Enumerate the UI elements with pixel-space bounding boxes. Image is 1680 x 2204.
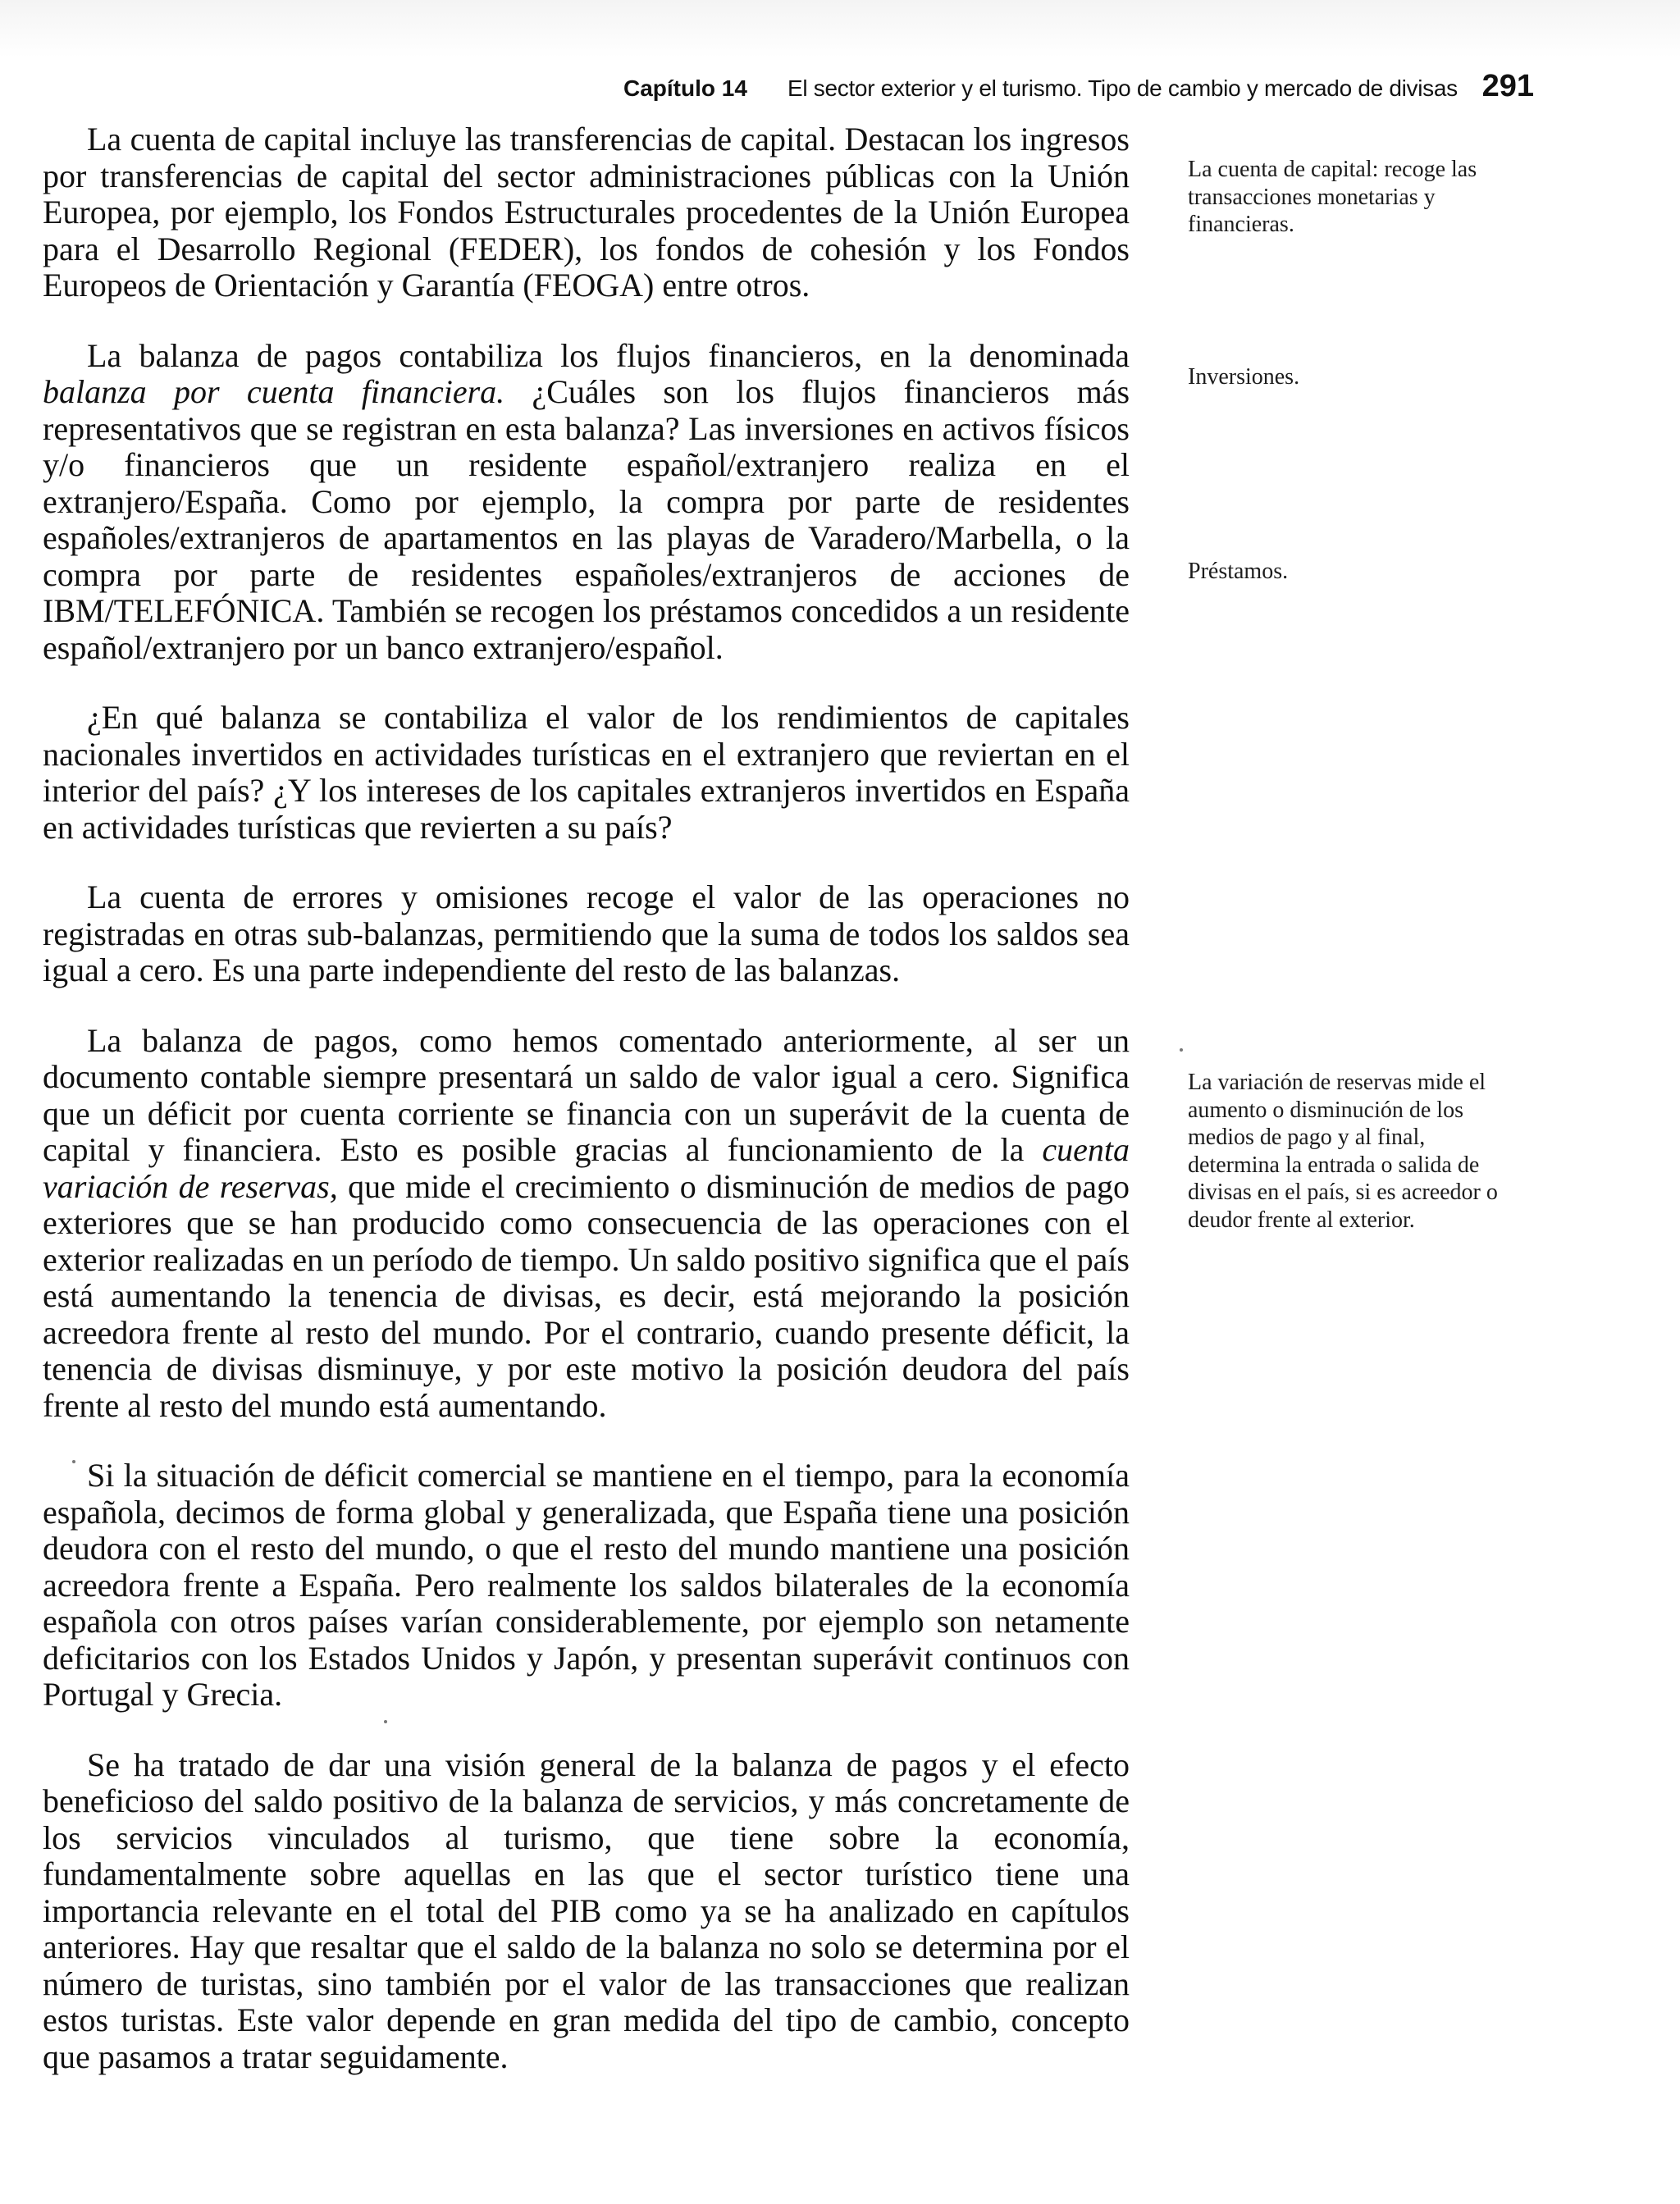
paragraph-question: ¿En qué balanza se contabiliza el valor de los rendimientos de capitales nacionales invertidos en actividades turísticas en el extranjero que reviertan en el interior del país? ¿Y los intereses de los capitales extranjeros invertidos en España en actividades turísticas que revierten a su país? (43, 699, 1130, 846)
paragraph-reserves (43, 1023, 1130, 1425)
page-edge-shadow (0, 0, 1680, 57)
margin-note-investments: Inversiones. (1188, 364, 1300, 390)
paragraph-text: ¿Cuáles son los flujos financieros más representativos que se registran en esta balanza? Las inversiones en activos físicos y/o financieros que un residente español/extranjero realiza en el extranjero/España. Como por ejemplo, la compra por parte de residentes españoles/extranjeros de apartamentos en las playas de Varadero/Marbella, o la compra por parte de residentes españoles/extranjeros de acciones de IBM/TELEFÓNICA. También se recogen los préstamos concedidos a un residente español/extranjero por un banco extranjero/español. (43, 373, 1130, 666)
paragraph-errors-omissions: La cuenta de errores y omisiones recoge el valor de las operaciones no registradas en otras sub-balanzas, permitiendo que la suma de todos los saldos sea igual a cero. Es una parte independiente del resto de las balanzas. (43, 878, 1130, 988)
scan-speck (1180, 1048, 1183, 1052)
page-number: 291 (1481, 69, 1534, 103)
paragraph-overview: Se ha tratado de dar una visión general de la balanza de pagos y el efecto beneficioso del saldo positivo de la balanza de servicios, y más concretamente de los servicios vinculados al turismo, que tiene sobre la economía, fundamentalmente sobre aquellas en las que el sector turístico tiene una importancia relevante en el total del PIB como ya se ha analizado en capítulos anteriores. Hay que resaltar que el saldo de la balanza no solo se determina por el número de turistas, sino también por el valor de las transacciones que realizan estos turistas. Este valor depende en gran medida del tipo de cambio, concepto que pasamos a tratar seguidamente. (43, 1745, 1130, 2075)
paragraph-text: La balanza de pagos contabiliza los flujos financieros, en la denominada (87, 336, 1130, 374)
paragraph-trade-deficit: Si la situación de déficit comercial se mantiene en el tiempo, para la economía española, decimos de forma global y generalizada, que España tiene una posición deudora con el resto del mundo, o que el resto del mundo mantiene una posición acreedora frente a España. Pero realmente los saldos bilaterales de la economía española con otros países varían considerablemente, por ejemplo son netamente deficitarios con los Estados Unidos y Japón, y presentan superávit continuos con Portugal y Grecia. (43, 1457, 1130, 1713)
paragraph-text: que mide el crecimiento o disminución de medios de pago exteriores que se han producido como consecuencia de las operaciones con el exterior realizadas en un período de tiempo. Un saldo positivo significa que el país está aumentando la tenencia de divisas, es decir, está mejorando la posición acreedora frente al resto del mundo. Por el contrario, cuando presente déficit, la tenencia de divisas disminuye, y por este motivo la posición deudora del país frente al resto del mundo está aumentando. (43, 1167, 1130, 1424)
chapter-title: El sector exterior y el turismo. Tipo de cambio y mercado de divisas (788, 75, 1458, 101)
scan-speck (384, 1720, 387, 1723)
chapter-label: Capítulo 14 (623, 75, 747, 101)
margin-note-reserves: La variación de reservas mide el aumento o disminución de los medios de pago y al final, determina la entrada o salida de divisas en el país, si es acreedor o deudor frente al exterior. (1188, 1070, 1498, 1233)
scan-speck (72, 1460, 75, 1463)
emphasis-term: cuenta variación de reservas, (43, 1131, 1130, 1205)
paragraph-financial-account (43, 338, 1130, 667)
main-text-column (43, 121, 1130, 2109)
margin-note-loans: Préstamos. (1188, 559, 1289, 584)
margin-note-capital-account: La cuenta de capital: recoge las transacciones monetarias y financieras. (1188, 157, 1477, 237)
emphasis-term: balanza por cuenta financiera. (43, 373, 505, 410)
paragraph-text: La balanza de pagos, como hemos comentado anteriormente, al ser un documento contable siempre presentará un saldo de valor igual a cero. Significa que un déficit por cuenta corriente se financia con un superávit de la cuenta de capital y financiera. Esto es posible gracias al funcionamiento de la (43, 1021, 1130, 1168)
running-header (623, 69, 1534, 112)
paragraph-capital-account: La cuenta de capital incluye las transferencias de capital. Destacan los ingresos por transferencias de capital del sector administraciones públicas con la Unión Europea, por ejemplo, los Fondos Estructurales procedentes de la Unión Europea para el Desarrollo Regional (FEDER), los fondos de cohesión y los Fondos Europeos de Orientación y Garantía (FEOGA) entre otros. (43, 121, 1130, 303)
